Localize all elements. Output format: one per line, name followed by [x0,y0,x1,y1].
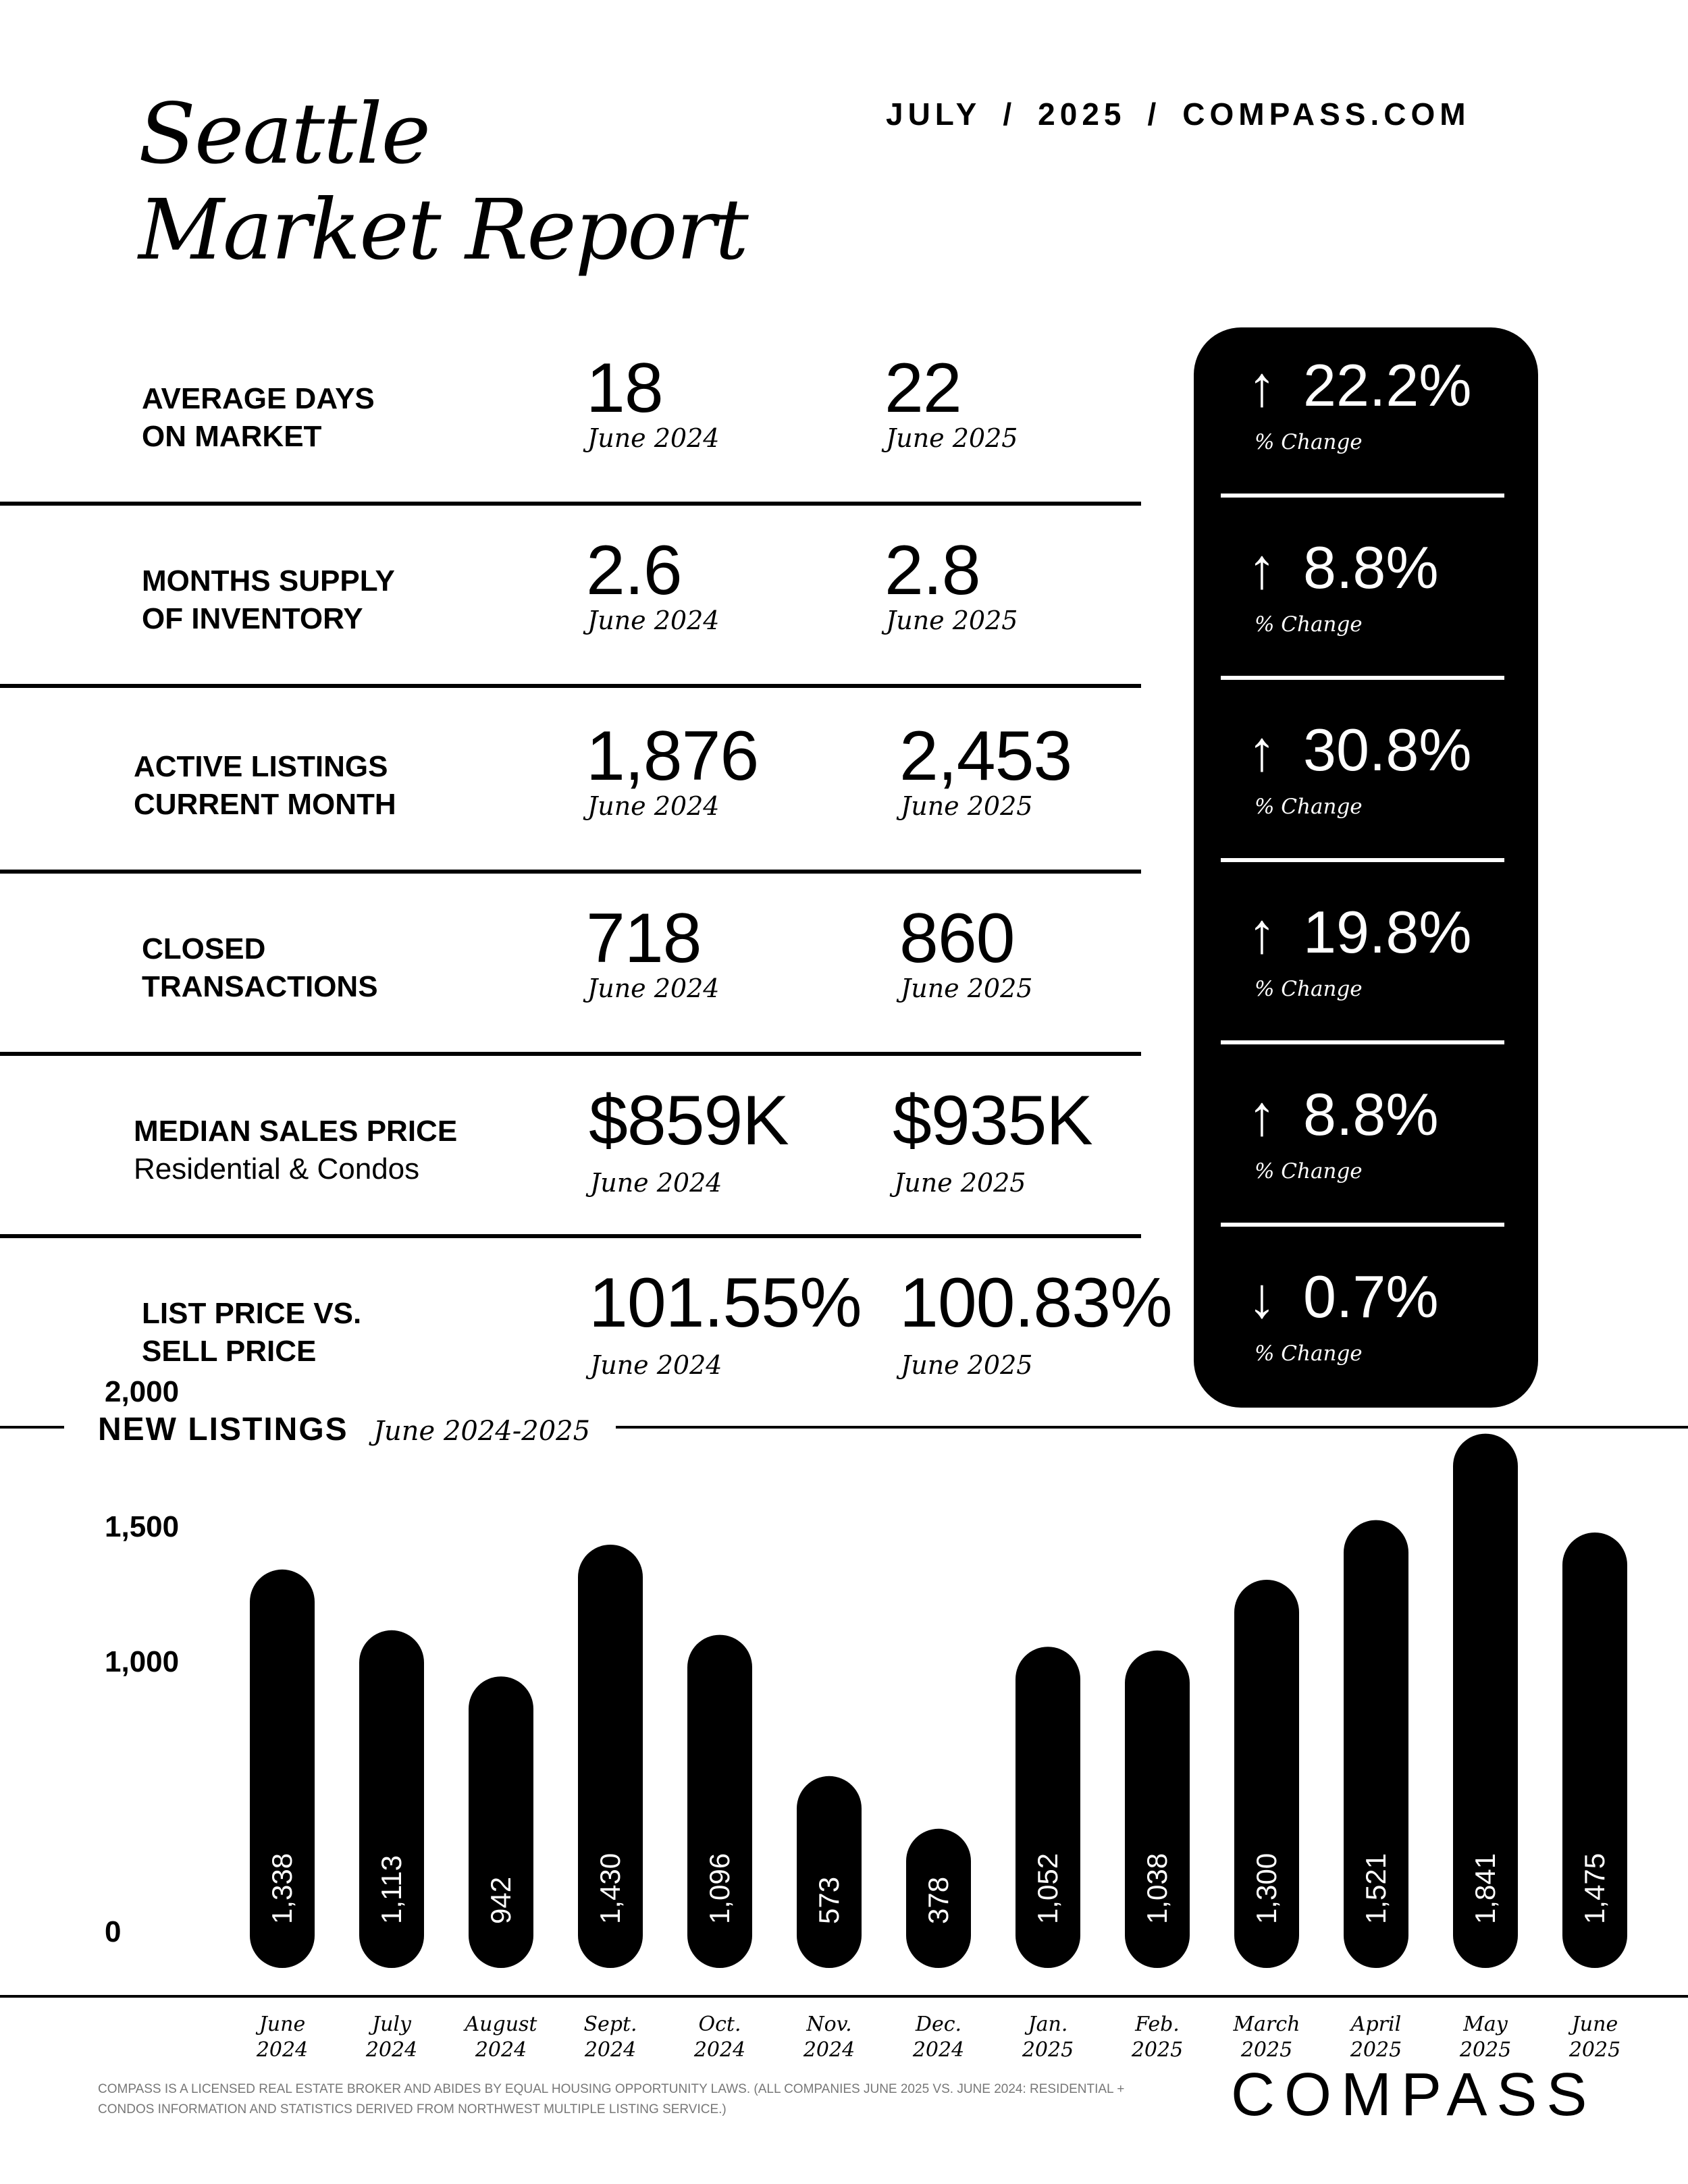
x-tick-year: 2025 [1131,2038,1184,2062]
change-label: % Change [1255,430,1363,454]
row-divider [0,870,1141,874]
bar-value-label: 1,338 [266,1853,298,1924]
y-tick-label: 2,000 [105,1375,180,1408]
report-month: JULY [886,97,982,132]
change-label: % Change [1255,795,1363,819]
bar-value-label: 1,052 [1032,1853,1063,1924]
row-divider [0,1052,1141,1056]
value-2025: $935K [893,1082,1092,1160]
x-tick-year: 2025 [1568,2038,1621,2062]
change-label: % Change [1255,612,1363,637]
change-panel [1194,327,1538,1408]
x-tick-year: 2024 [693,2038,746,2062]
x-tick-month: May [1463,2013,1508,2036]
change-cell [1194,327,1538,496]
arrow-up-icon: ↑ [1248,719,1276,782]
change-percent: 8.8% [1303,534,1439,601]
y-tick-label: 1,000 [105,1645,180,1678]
site-link[interactable]: COMPASS.COM [1182,97,1471,132]
change-cell [1194,1057,1538,1225]
metric-label [142,930,378,1006]
period-2024: June 2024 [587,606,720,635]
separator: / [1003,97,1017,132]
x-tick-month: Oct. [698,2013,741,2036]
x-tick-year: 2024 [803,2038,855,2062]
row-divider [0,502,1141,506]
bar-value-label: 1,430 [594,1853,626,1924]
x-tick-year: 2025 [1459,2038,1512,2062]
period-2025: June 2025 [886,423,1018,453]
x-tick-year: 2024 [256,2038,309,2062]
value-2024: 2.6 [586,531,682,610]
arrow-down-icon: ↓ [1248,1266,1276,1329]
value-2025: 100.83% [899,1264,1172,1342]
metric-label-line2: ON MARKET [142,420,322,453]
change-percent: 19.8% [1303,899,1472,965]
bar-value-label: 1,300 [1250,1853,1282,1924]
change-value [1248,1081,1439,1149]
separator: / [1147,97,1161,132]
row-divider [0,684,1141,688]
new-listings-title: NEW LISTINGS [98,1412,348,1447]
bar-value-label: 1,475 [1579,1853,1610,1924]
metric-label-line2: CURRENT MONTH [134,788,396,821]
title-city: Seattle [138,86,429,183]
bar-value-label: 573 [813,1876,845,1924]
arrow-up-icon: ↑ [1248,901,1276,965]
x-tick-month: June [259,2013,306,2036]
x-tick-year: 2025 [1022,2038,1074,2062]
y-tick-label: 0 [105,1915,122,1948]
metric-label [142,562,395,638]
value-2025: 2.8 [885,531,980,610]
change-percent: 8.8% [1303,1081,1439,1148]
change-value [1248,534,1439,602]
metric-label [134,748,396,824]
period-2025: June 2025 [901,791,1033,821]
change-percent: 30.8% [1303,716,1472,783]
x-tick-year: 2024 [584,2038,637,2062]
metric-label-line2: TRANSACTIONS [142,970,378,1003]
bar-value-label: 942 [485,1876,517,1924]
value-2024: 1,876 [586,717,759,795]
period-2024: June 2024 [587,791,720,821]
period-2024: June 2024 [590,1350,722,1380]
period-2025: June 2025 [886,606,1018,635]
change-cell [1194,874,1538,1043]
x-axis-line [0,1995,1688,1998]
report-title [138,86,747,278]
period-2025: June 2025 [901,1350,1033,1380]
y-tick-label: 1,500 [105,1510,180,1543]
bar-value-label: 1,096 [704,1853,735,1924]
change-value [1248,352,1472,420]
disclaimer: COMPASS IS A LICENSED REAL ESTATE BROKER AND ABIDES BY EQUAL HOUSING OPPORTUNITY LAWS. (ALL COMPANIES JUNE 2025 VS. JUNE 2024: RESIDENTIAL + CONDOS INFORMATION AND STATISTICS DERIVED FROM NORTHWEST MULTIPLE LISTING SERVICE.) [98,2082,1125,2116]
x-tick-month: Feb. [1135,2013,1180,2036]
bar [797,1776,862,1968]
bar-value-label: 1,841 [1469,1853,1501,1924]
arrow-up-icon: ↑ [1248,1084,1276,1147]
period-2024: June 2024 [587,974,720,1003]
metric-label-line1: MEDIAN SALES PRICE [134,1115,458,1148]
change-value [1248,899,1472,967]
arrow-up-icon: ↑ [1248,537,1276,600]
change-percent: 0.7% [1303,1263,1439,1330]
metric-label-line1: AVERAGE DAYS [142,382,375,415]
x-tick-month: August [465,2013,537,2036]
report-date-site [886,96,1471,132]
period-2024: June 2024 [587,423,720,453]
x-tick-month: July [372,2013,411,2036]
arrow-up-icon: ↑ [1248,354,1276,418]
value-2025: 860 [899,899,1015,978]
x-tick-year: 2025 [1240,2038,1293,2062]
change-label: % Change [1255,1159,1363,1183]
x-tick-year: 2024 [365,2038,418,2062]
change-cell [1194,510,1538,678]
metric-label-line2: OF INVENTORY [142,602,363,635]
value-2024: 101.55% [589,1264,862,1342]
row-divider [0,1234,1141,1238]
change-divider [1221,858,1504,862]
value-2025: 22 [885,349,961,427]
x-tick-month: Sept. [583,2013,637,2036]
x-tick-month: April [1350,2013,1402,2036]
bar-value-label: 1,521 [1360,1853,1392,1924]
period-2025: June 2025 [901,974,1033,1003]
change-value [1248,1263,1439,1331]
bar-value-label: 1,113 [375,1855,407,1924]
x-tick-month: March [1233,2013,1300,2036]
change-divider [1221,1223,1504,1227]
x-tick-year: 2025 [1350,2038,1402,2062]
change-divider [1221,676,1504,680]
bar-value-label: 1,038 [1141,1853,1173,1924]
metric-label-line2: SELL PRICE [142,1335,317,1368]
period-2025: June 2025 [894,1168,1026,1198]
x-tick-month: Nov. [806,2013,852,2036]
change-percent: 22.2% [1303,352,1472,419]
change-divider [1221,1040,1504,1044]
section-rule [616,1426,1688,1429]
period-2024: June 2024 [590,1168,722,1198]
value-2024: 718 [586,899,702,978]
metric-label [134,1113,457,1188]
change-value [1248,716,1472,784]
change-label: % Change [1255,977,1363,1001]
compass-logo: COMPASS [1231,2061,1597,2129]
x-tick-month: Dec. [915,2013,962,2036]
report-year: 2025 [1038,97,1126,132]
value-2024: 18 [586,349,663,427]
x-tick-month: June [1571,2013,1618,2036]
metric-label [142,1295,361,1370]
change-divider [1221,494,1504,498]
metric-label-line1: LIST PRICE VS. [142,1297,362,1330]
x-tick-year: 2024 [912,2038,965,2062]
x-tick-year: 2024 [475,2038,527,2062]
metric-label-line1: MONTHS SUPPLY [142,564,395,597]
title-report: Market Report [138,182,747,279]
metric-label-line2: Residential & Condos [134,1152,420,1186]
metric-label-line1: ACTIVE LISTINGS [134,750,388,783]
metric-label-line1: CLOSED [142,932,266,965]
change-label: % Change [1255,1341,1363,1366]
metric-label [142,380,375,456]
change-cell [1194,1239,1538,1408]
value-2024: $859K [589,1082,789,1160]
section-rule [0,1426,64,1429]
x-tick-month: Jan. [1028,2013,1068,2036]
bar-value-label: 378 [922,1876,954,1924]
new-listings-subtitle: June 2024-2025 [373,1416,591,1447]
value-2025: 2,453 [899,717,1072,795]
change-cell [1194,692,1538,861]
